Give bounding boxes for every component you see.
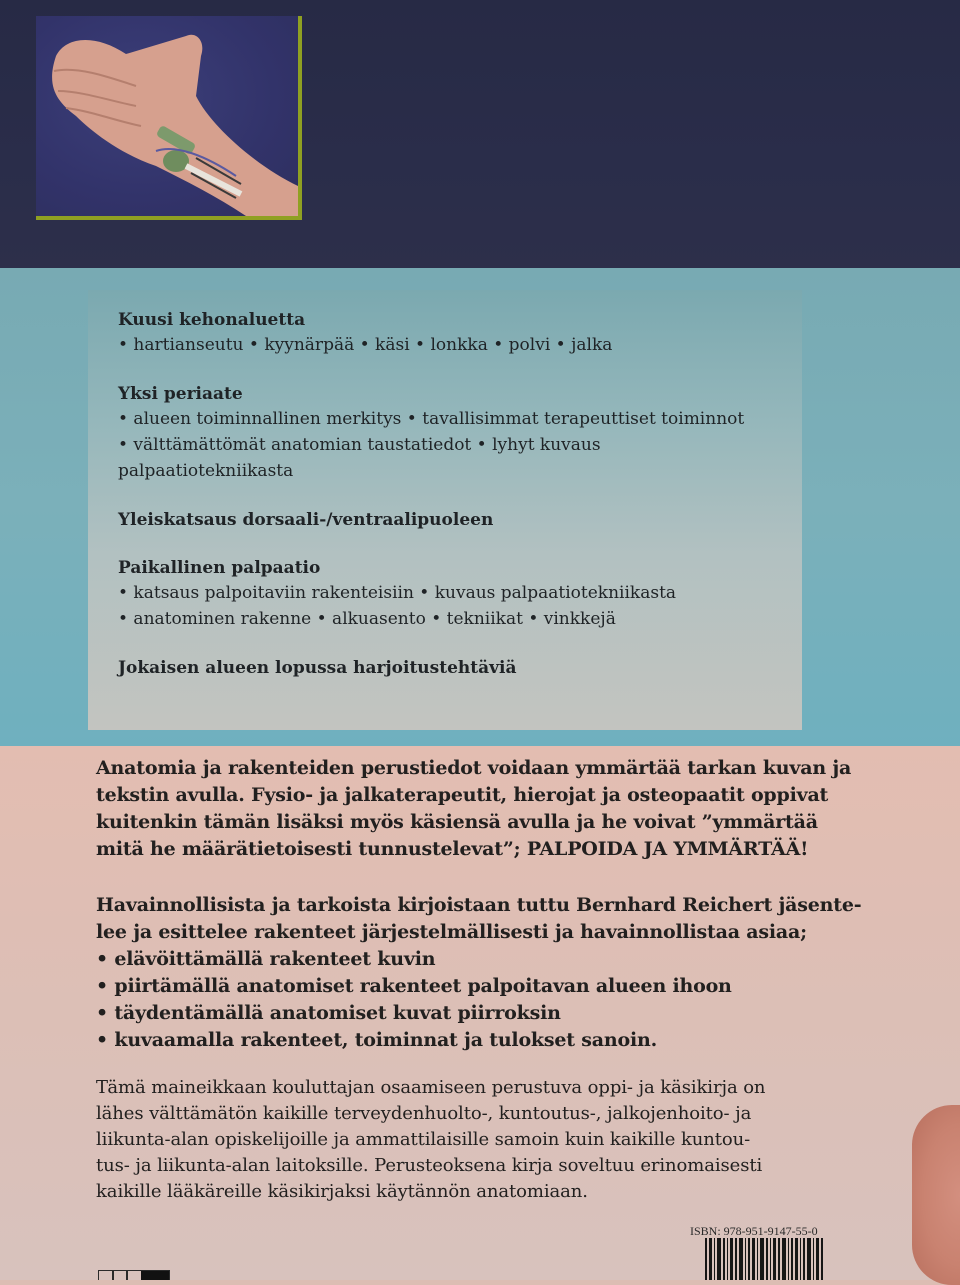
bullet-line: • elävöittämällä rakenteet kuvin: [96, 948, 436, 970]
bullet-line: • piirtämällä anatomiset rakenteet palpoitavan alueen ihoon: [96, 975, 732, 997]
info-section-body-regions: [118, 308, 802, 358]
info-heading: Jokaisen alueen lopussa harjoitustehtäviä: [118, 658, 517, 678]
text-line: kuitenkin tämän lisäksi myös käsiensä avulla ja he voivat ”ymmärtää: [96, 811, 818, 833]
info-body-line: • anatominen rakenne • alkuasento • tekniikat • vinkkejä: [118, 609, 616, 629]
text-line: liikunta-alan opiskelijoille ja ammattilaisille samoin kuin kaikille kuntou-: [96, 1129, 751, 1150]
info-heading: Paikallinen palpaatio: [118, 558, 321, 578]
bullet-line: • kuvaamalla rakenteet, toiminnat ja tulokset sanoin.: [96, 1029, 658, 1051]
intro-paragraph: [96, 755, 876, 863]
hand-illustration: [36, 16, 298, 216]
text-line: Havainnollisista ja tarkoista kirjoistaan tuttu Bernhard Reichert jäsente-: [96, 894, 862, 916]
isbn-label: ISBN: 978-951-9147-55-0: [690, 1224, 818, 1238]
top-dark-band: [0, 0, 960, 268]
text-line: tus- ja liikunta-alan laitoksille. Perusteoksena kirja soveltuu erinomaisesti: [96, 1155, 763, 1176]
info-section-principle: [118, 382, 802, 484]
bullet-line: • täydentämällä anatomiset kuvat piirroksin: [96, 1002, 561, 1024]
contents-info-box: [88, 290, 802, 730]
text-line: lähes välttämätön kaikille terveydenhuolto-, kuntoutus-, jalkojenhoito- ja: [96, 1103, 752, 1124]
barcode: [705, 1238, 865, 1280]
info-body: • hartianseutu • kyynärpää • käsi • lonkka • polvi • jalka: [118, 335, 613, 355]
info-body-line: • katsaus palpoitaviin rakenteisiin • kuvaus palpaatiotekniikasta: [118, 583, 677, 603]
text-line: kaikille lääkäreille käsikirjaksi käytännön anatomiaan.: [96, 1181, 588, 1202]
holding-thumb: [912, 1105, 960, 1285]
text-line: lee ja esittelee rakenteet järjestelmällisesti ja havainnollistaa asiaa;: [96, 921, 807, 943]
info-heading: Yksi periaate: [118, 384, 243, 404]
info-section-exercises: [118, 656, 802, 680]
info-heading: Yleiskatsaus dorsaali-/ventraalipuoleen: [118, 510, 494, 530]
info-section-local-palpation: [118, 556, 802, 632]
text-line: tekstin avulla. Fysio- ja jalkaterapeutit, hierojat ja osteopaatit oppivat: [96, 784, 829, 806]
text-line: mitä he määrätietoisesti tunnustelevat”; PALPOIDA JA YMMÄRTÄÄ!: [96, 838, 809, 860]
text-line: Anatomia ja rakenteiden perustiedot voidaan ymmärtää tarkan kuvan ja: [96, 757, 852, 779]
info-body: • alueen toiminnallinen merkitys • tavallisimmat terapeuttiset toiminnot • välttämättömät anatomian taustatiedot • lyhyt kuvaus palpaatiotekniikasta: [118, 409, 745, 481]
info-heading: Kuusi kehonaluetta: [118, 310, 306, 330]
info-section-overview: [118, 508, 802, 532]
cover-photo-hand: [36, 16, 302, 220]
closing-paragraph: [96, 1075, 876, 1205]
text-line: Tämä maineikkaan kouluttajan osaamiseen perustuva oppi- ja käsikirja on: [96, 1077, 766, 1098]
author-paragraph: [96, 892, 876, 1054]
publisher-logo-icon: [98, 1270, 170, 1280]
